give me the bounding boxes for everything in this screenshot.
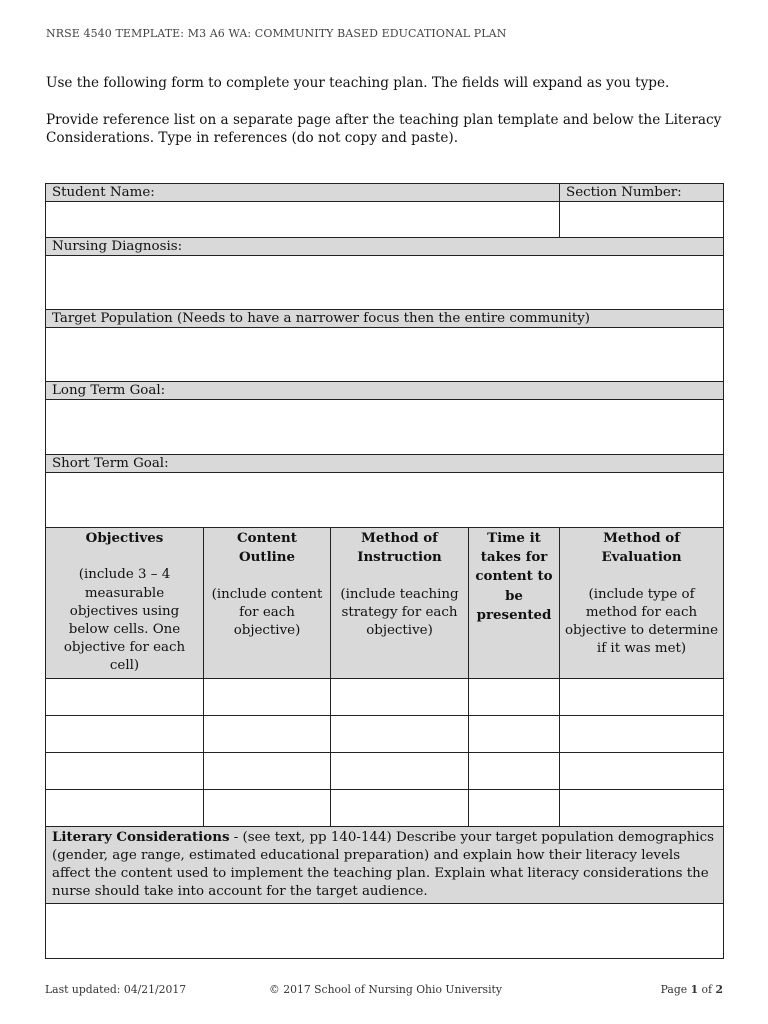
content-outline-cell[interactable] xyxy=(204,789,331,826)
column-note: (include 3 – 4 measurable objectives using below cells. One objective for each cell) xyxy=(63,567,186,674)
section-number-field[interactable] xyxy=(560,202,724,238)
last-updated: Last updated: 04/21/2017 xyxy=(45,983,187,996)
objective-row xyxy=(46,752,724,789)
objective-cell[interactable] xyxy=(46,789,204,826)
teaching-plan-table xyxy=(45,183,724,959)
method-of-evaluation-cell[interactable] xyxy=(560,715,724,752)
method-of-instruction-cell[interactable] xyxy=(331,678,469,715)
column-title: Method of Evaluation xyxy=(601,530,682,566)
page-prefix: Page xyxy=(660,983,691,996)
content-outline-cell[interactable] xyxy=(204,752,331,789)
content-outline-cell[interactable] xyxy=(204,715,331,752)
time-cell[interactable] xyxy=(469,678,560,715)
long-term-goal-field[interactable] xyxy=(46,400,724,455)
column-title: Method of Instruction xyxy=(357,530,442,566)
method-of-instruction-cell[interactable] xyxy=(331,715,469,752)
objective-row xyxy=(46,715,724,752)
objective-cell[interactable] xyxy=(46,678,204,715)
short-term-goal-label: Short Term Goal: xyxy=(46,455,724,473)
time-column-header xyxy=(469,528,560,679)
document-header: NRSE 4540 TEMPLATE: M3 A6 WA: COMMUNITY BASED EDUCATIONAL PLAN xyxy=(46,27,507,40)
column-title: Time it takes for content to be presented xyxy=(475,530,553,623)
reference-instruction-text: Provide reference list on a separate page after the teaching plan template and below the Literacy Considerations. Type in references (do not copy and paste). xyxy=(46,112,722,146)
literacy-text: - (see text, pp 140-144) Describe your target population demographics (gender, age range, estimated educational preparation) and explain how their literacy levels affect the content used to implement the teaching plan. Explain what literacy considerations the nurse should take into account for the target audience. xyxy=(52,829,715,899)
nursing-diagnosis-field[interactable] xyxy=(46,256,724,310)
section-number-label: Section Number: xyxy=(560,184,724,202)
literacy-considerations-field[interactable] xyxy=(46,903,724,958)
column-note: (include teaching strategy for each objective) xyxy=(340,586,459,639)
page-total: 2 xyxy=(715,983,723,996)
objective-cell[interactable] xyxy=(46,715,204,752)
method-of-evaluation-cell[interactable] xyxy=(560,752,724,789)
content-outline-cell[interactable] xyxy=(204,678,331,715)
time-cell[interactable] xyxy=(469,752,560,789)
target-population-field[interactable] xyxy=(46,328,724,382)
content-outline-column-header xyxy=(204,528,331,679)
method-of-instruction-column-header xyxy=(331,528,469,679)
literacy-title: Literary Considerations xyxy=(52,828,230,845)
long-term-goal-label: Long Term Goal: xyxy=(46,382,724,400)
objectives-column-header xyxy=(46,528,204,679)
student-name-field[interactable] xyxy=(46,202,560,238)
objective-row xyxy=(46,789,724,826)
copyright: © 2017 School of Nursing Ohio University xyxy=(269,983,502,996)
page-current: 1 xyxy=(690,983,699,996)
column-title: Objectives xyxy=(85,530,164,546)
time-cell[interactable] xyxy=(469,789,560,826)
column-title: Content Outline xyxy=(237,530,297,566)
nursing-diagnosis-label: Nursing Diagnosis: xyxy=(46,238,724,256)
method-of-evaluation-column-header xyxy=(560,528,724,679)
method-of-instruction-cell[interactable] xyxy=(331,789,469,826)
target-population-label: Target Population (Needs to have a narrower focus then the entire community) xyxy=(46,310,724,328)
page-of: of xyxy=(698,983,716,996)
objective-row xyxy=(46,678,724,715)
short-term-goal-field[interactable] xyxy=(46,473,724,528)
student-name-label: Student Name: xyxy=(46,184,560,202)
method-of-evaluation-cell[interactable] xyxy=(560,789,724,826)
method-of-instruction-cell[interactable] xyxy=(331,752,469,789)
objective-cell[interactable] xyxy=(46,752,204,789)
page-number xyxy=(661,983,723,996)
instruction-text: Use the following form to complete your teaching plan. The fields will expand as you type. xyxy=(46,75,670,91)
column-note: (include content for each objective) xyxy=(211,586,323,639)
method-of-evaluation-cell[interactable] xyxy=(560,678,724,715)
literacy-considerations-prompt xyxy=(46,826,724,903)
column-note: (include type of method for each objective to determine if it was met) xyxy=(565,586,719,657)
time-cell[interactable] xyxy=(469,715,560,752)
